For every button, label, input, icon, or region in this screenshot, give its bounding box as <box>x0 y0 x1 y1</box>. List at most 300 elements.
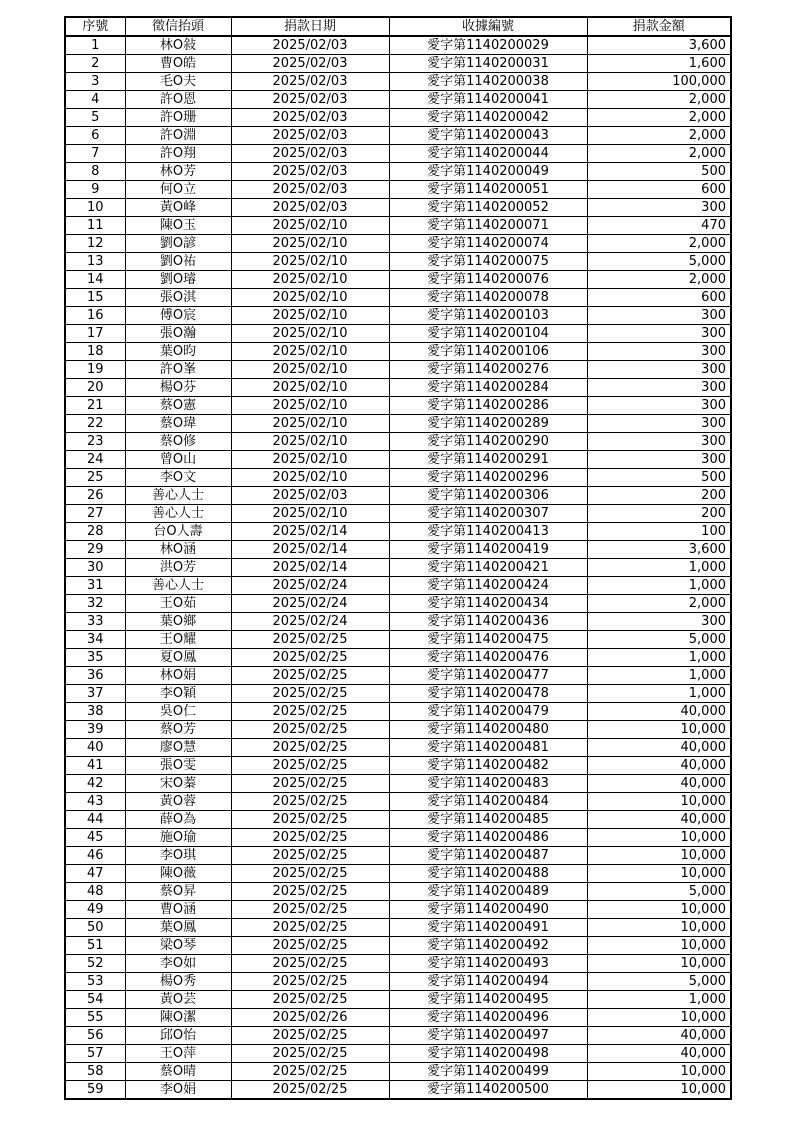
donation-date-cell: 2025/02/10 <box>231 307 389 325</box>
donation-date-cell: 2025/02/10 <box>231 235 389 253</box>
donation-amount-cell: 10,000 <box>587 955 731 973</box>
table-row <box>65 973 731 991</box>
serial-number-cell: 8 <box>65 163 125 181</box>
table-row <box>65 487 731 505</box>
donor-title-cell: 李O琪 <box>125 847 231 865</box>
table-row <box>65 271 731 289</box>
header-donation-date: 捐款日期 <box>231 17 389 36</box>
serial-number-cell: 45 <box>65 829 125 847</box>
table-row <box>65 631 731 649</box>
donation-date-cell: 2025/02/10 <box>231 433 389 451</box>
donor-title-cell: 王O耀 <box>125 631 231 649</box>
receipt-number-cell: 愛字第1140200490 <box>389 901 587 919</box>
donation-amount-cell: 10,000 <box>587 721 731 739</box>
donation-amount-cell: 2,000 <box>587 145 731 163</box>
donation-amount-cell: 1,000 <box>587 667 731 685</box>
donation-date-cell: 2025/02/25 <box>231 847 389 865</box>
receipt-number-cell: 愛字第1140200480 <box>389 721 587 739</box>
donation-amount-cell: 500 <box>587 469 731 487</box>
receipt-number-cell: 愛字第1140200475 <box>389 631 587 649</box>
donor-title-cell: 吳O仁 <box>125 703 231 721</box>
receipt-number-cell: 愛字第1140200500 <box>389 1081 587 1100</box>
donation-amount-cell: 300 <box>587 451 731 469</box>
table-row <box>65 451 731 469</box>
donor-title-cell: 曾O山 <box>125 451 231 469</box>
table-row <box>65 36 731 55</box>
donation-date-cell: 2025/02/25 <box>231 901 389 919</box>
donation-date-cell: 2025/02/25 <box>231 667 389 685</box>
table-row <box>65 991 731 1009</box>
table-row <box>65 739 731 757</box>
donation-amount-cell: 40,000 <box>587 703 731 721</box>
donation-amount-cell: 470 <box>587 217 731 235</box>
donor-title-cell: 毛O夫 <box>125 73 231 91</box>
donor-title-cell: 善心人士 <box>125 487 231 505</box>
table-row <box>65 253 731 271</box>
serial-number-cell: 40 <box>65 739 125 757</box>
serial-number-cell: 46 <box>65 847 125 865</box>
donation-date-cell: 2025/02/03 <box>231 36 389 55</box>
donation-date-cell: 2025/02/10 <box>231 451 389 469</box>
donation-date-cell: 2025/02/10 <box>231 325 389 343</box>
donation-amount-cell: 2,000 <box>587 271 731 289</box>
donor-title-cell: 楊O芬 <box>125 379 231 397</box>
serial-number-cell: 57 <box>65 1045 125 1063</box>
table-row <box>65 1045 731 1063</box>
table-row <box>65 415 731 433</box>
receipt-number-cell: 愛字第1140200488 <box>389 865 587 883</box>
donation-amount-cell: 100 <box>587 523 731 541</box>
serial-number-cell: 39 <box>65 721 125 739</box>
serial-number-cell: 9 <box>65 181 125 199</box>
donation-amount-cell: 3,600 <box>587 541 731 559</box>
serial-number-cell: 47 <box>65 865 125 883</box>
donation-table <box>64 16 732 1100</box>
donation-date-cell: 2025/02/14 <box>231 559 389 577</box>
donor-title-cell: 王O萍 <box>125 1045 231 1063</box>
receipt-number-cell: 愛字第1140200029 <box>389 36 587 55</box>
donation-date-cell: 2025/02/25 <box>231 631 389 649</box>
donation-date-cell: 2025/02/25 <box>231 739 389 757</box>
table-row <box>65 793 731 811</box>
donor-title-cell: 蔡O瑋 <box>125 415 231 433</box>
table-row <box>65 685 731 703</box>
donor-title-cell: 邱O怡 <box>125 1027 231 1045</box>
table-row <box>65 73 731 91</box>
donation-amount-cell: 1,000 <box>587 649 731 667</box>
receipt-number-cell: 愛字第1140200052 <box>389 199 587 217</box>
serial-number-cell: 35 <box>65 649 125 667</box>
donor-title-cell: 蔡O修 <box>125 433 231 451</box>
donation-amount-cell: 300 <box>587 361 731 379</box>
donation-amount-cell: 10,000 <box>587 1081 731 1100</box>
donation-amount-cell: 5,000 <box>587 631 731 649</box>
donor-title-cell: 劉O祐 <box>125 253 231 271</box>
donation-date-cell: 2025/02/24 <box>231 613 389 631</box>
receipt-number-cell: 愛字第1140200498 <box>389 1045 587 1063</box>
receipt-number-cell: 愛字第1140200074 <box>389 235 587 253</box>
table-row <box>65 937 731 955</box>
serial-number-cell: 55 <box>65 1009 125 1027</box>
receipt-number-cell: 愛字第1140200106 <box>389 343 587 361</box>
donor-title-cell: 何O立 <box>125 181 231 199</box>
receipt-number-cell: 愛字第1140200436 <box>389 613 587 631</box>
donation-amount-cell: 300 <box>587 307 731 325</box>
donation-amount-cell: 600 <box>587 289 731 307</box>
donation-date-cell: 2025/02/26 <box>231 1009 389 1027</box>
donation-amount-cell: 1,600 <box>587 55 731 73</box>
donation-date-cell: 2025/02/10 <box>231 505 389 523</box>
donation-amount-cell: 40,000 <box>587 739 731 757</box>
serial-number-cell: 48 <box>65 883 125 901</box>
table-row <box>65 775 731 793</box>
donor-title-cell: 陳O玉 <box>125 217 231 235</box>
table-row <box>65 1081 731 1100</box>
receipt-number-cell: 愛字第1140200075 <box>389 253 587 271</box>
donation-amount-cell: 10,000 <box>587 793 731 811</box>
table-row <box>65 721 731 739</box>
donor-title-cell: 曹O涵 <box>125 901 231 919</box>
receipt-number-cell: 愛字第1140200479 <box>389 703 587 721</box>
donation-amount-cell: 1,000 <box>587 577 731 595</box>
donation-amount-cell: 300 <box>587 199 731 217</box>
serial-number-cell: 6 <box>65 127 125 145</box>
serial-number-cell: 32 <box>65 595 125 613</box>
donation-amount-cell: 2,000 <box>587 595 731 613</box>
serial-number-cell: 15 <box>65 289 125 307</box>
donor-title-cell: 許O珊 <box>125 109 231 127</box>
table-row <box>65 289 731 307</box>
donation-date-cell: 2025/02/24 <box>231 595 389 613</box>
table-row <box>65 577 731 595</box>
receipt-number-cell: 愛字第1140200489 <box>389 883 587 901</box>
serial-number-cell: 12 <box>65 235 125 253</box>
donation-amount-cell: 10,000 <box>587 901 731 919</box>
serial-number-cell: 1 <box>65 36 125 55</box>
serial-number-cell: 29 <box>65 541 125 559</box>
donor-title-cell: 李O如 <box>125 955 231 973</box>
serial-number-cell: 38 <box>65 703 125 721</box>
receipt-number-cell: 愛字第1140200481 <box>389 739 587 757</box>
donation-amount-cell: 300 <box>587 343 731 361</box>
donor-title-cell: 許O峯 <box>125 361 231 379</box>
header-receipt-number: 收據編號 <box>389 17 587 36</box>
donation-date-cell: 2025/02/03 <box>231 163 389 181</box>
receipt-number-cell: 愛字第1140200486 <box>389 829 587 847</box>
table-row <box>65 829 731 847</box>
receipt-number-cell: 愛字第1140200076 <box>389 271 587 289</box>
serial-number-cell: 53 <box>65 973 125 991</box>
donor-title-cell: 蔡O芳 <box>125 721 231 739</box>
donation-date-cell: 2025/02/03 <box>231 487 389 505</box>
header-donation-amount: 捐款金額 <box>587 17 731 36</box>
donation-date-cell: 2025/02/25 <box>231 955 389 973</box>
serial-number-cell: 13 <box>65 253 125 271</box>
donor-title-cell: 蔡O晴 <box>125 1063 231 1081</box>
donor-title-cell: 蔡O昇 <box>125 883 231 901</box>
receipt-number-cell: 愛字第1140200290 <box>389 433 587 451</box>
donation-amount-cell: 5,000 <box>587 253 731 271</box>
serial-number-cell: 19 <box>65 361 125 379</box>
serial-number-cell: 2 <box>65 55 125 73</box>
table-row <box>65 883 731 901</box>
table-row <box>65 595 731 613</box>
serial-number-cell: 11 <box>65 217 125 235</box>
receipt-number-cell: 愛字第1140200042 <box>389 109 587 127</box>
donation-amount-cell: 5,000 <box>587 883 731 901</box>
donation-date-cell: 2025/02/10 <box>231 469 389 487</box>
table-row <box>65 379 731 397</box>
donation-date-cell: 2025/02/25 <box>231 829 389 847</box>
donation-amount-cell: 1,000 <box>587 991 731 1009</box>
donation-date-cell: 2025/02/14 <box>231 523 389 541</box>
receipt-number-cell: 愛字第1140200307 <box>389 505 587 523</box>
donation-date-cell: 2025/02/25 <box>231 919 389 937</box>
receipt-number-cell: 愛字第1140200496 <box>389 1009 587 1027</box>
serial-number-cell: 20 <box>65 379 125 397</box>
donation-date-cell: 2025/02/14 <box>231 541 389 559</box>
donation-amount-cell: 2,000 <box>587 91 731 109</box>
receipt-number-cell: 愛字第1140200477 <box>389 667 587 685</box>
donor-title-cell: 李O文 <box>125 469 231 487</box>
header-serial-number: 序號 <box>65 17 125 36</box>
donor-title-cell: 許O淵 <box>125 127 231 145</box>
donation-amount-cell: 300 <box>587 397 731 415</box>
donation-date-cell: 2025/02/10 <box>231 397 389 415</box>
donor-title-cell: 林O敍 <box>125 36 231 55</box>
donor-title-cell: 許O翔 <box>125 145 231 163</box>
table-row <box>65 145 731 163</box>
donation-amount-cell: 1,000 <box>587 559 731 577</box>
donor-title-cell: 劉O璿 <box>125 271 231 289</box>
donation-amount-cell: 200 <box>587 487 731 505</box>
table-row <box>65 91 731 109</box>
table-row <box>65 217 731 235</box>
receipt-number-cell: 愛字第1140200276 <box>389 361 587 379</box>
donor-title-cell: 張O雯 <box>125 757 231 775</box>
donor-title-cell: 楊O秀 <box>125 973 231 991</box>
receipt-number-cell: 愛字第1140200296 <box>389 469 587 487</box>
receipt-number-cell: 愛字第1140200044 <box>389 145 587 163</box>
donor-title-cell: 蔡O憲 <box>125 397 231 415</box>
donor-title-cell: 李O穎 <box>125 685 231 703</box>
donation-amount-cell: 5,000 <box>587 973 731 991</box>
donation-amount-cell: 300 <box>587 325 731 343</box>
donor-title-cell: 善心人士 <box>125 505 231 523</box>
donation-amount-cell: 10,000 <box>587 937 731 955</box>
donation-amount-cell: 10,000 <box>587 865 731 883</box>
serial-number-cell: 49 <box>65 901 125 919</box>
donation-amount-cell: 40,000 <box>587 811 731 829</box>
serial-number-cell: 14 <box>65 271 125 289</box>
donation-amount-cell: 40,000 <box>587 1045 731 1063</box>
receipt-number-cell: 愛字第1140200485 <box>389 811 587 829</box>
donation-date-cell: 2025/02/10 <box>231 379 389 397</box>
receipt-number-cell: 愛字第1140200487 <box>389 847 587 865</box>
donation-amount-cell: 10,000 <box>587 1063 731 1081</box>
donation-amount-cell: 10,000 <box>587 847 731 865</box>
table-row <box>65 307 731 325</box>
table-row <box>65 955 731 973</box>
serial-number-cell: 16 <box>65 307 125 325</box>
table-row <box>65 181 731 199</box>
donation-date-cell: 2025/02/10 <box>231 361 389 379</box>
serial-number-cell: 52 <box>65 955 125 973</box>
donor-title-cell: 張O瀚 <box>125 325 231 343</box>
donation-amount-cell: 10,000 <box>587 829 731 847</box>
receipt-number-cell: 愛字第1140200071 <box>389 217 587 235</box>
donation-date-cell: 2025/02/25 <box>231 703 389 721</box>
donor-title-cell: 陳O薇 <box>125 865 231 883</box>
donor-title-cell: 黃O芸 <box>125 991 231 1009</box>
serial-number-cell: 21 <box>65 397 125 415</box>
receipt-number-cell: 愛字第1140200051 <box>389 181 587 199</box>
donation-amount-cell: 300 <box>587 415 731 433</box>
table-row <box>65 847 731 865</box>
donation-date-cell: 2025/02/03 <box>231 109 389 127</box>
receipt-number-cell: 愛字第1140200495 <box>389 991 587 1009</box>
table-row <box>65 559 731 577</box>
donor-title-cell: 林O娟 <box>125 667 231 685</box>
serial-number-cell: 4 <box>65 91 125 109</box>
table-row <box>65 163 731 181</box>
table-row <box>65 667 731 685</box>
donation-date-cell: 2025/02/03 <box>231 55 389 73</box>
donation-date-cell: 2025/02/25 <box>231 685 389 703</box>
receipt-number-cell: 愛字第1140200434 <box>389 595 587 613</box>
donor-title-cell: 黃O蓉 <box>125 793 231 811</box>
donation-date-cell: 2025/02/03 <box>231 181 389 199</box>
receipt-number-cell: 愛字第1140200413 <box>389 523 587 541</box>
donation-amount-cell: 10,000 <box>587 919 731 937</box>
table-row <box>65 235 731 253</box>
table-header <box>65 17 731 36</box>
header-donor-title: 徵信抬頭 <box>125 17 231 36</box>
receipt-number-cell: 愛字第1140200043 <box>389 127 587 145</box>
serial-number-cell: 18 <box>65 343 125 361</box>
serial-number-cell: 24 <box>65 451 125 469</box>
receipt-number-cell: 愛字第1140200104 <box>389 325 587 343</box>
receipt-number-cell: 愛字第1140200491 <box>389 919 587 937</box>
table-row <box>65 433 731 451</box>
receipt-number-cell: 愛字第1140200078 <box>389 289 587 307</box>
serial-number-cell: 56 <box>65 1027 125 1045</box>
serial-number-cell: 31 <box>65 577 125 595</box>
receipt-number-cell: 愛字第1140200478 <box>389 685 587 703</box>
donation-date-cell: 2025/02/25 <box>231 1063 389 1081</box>
receipt-number-cell: 愛字第1140200492 <box>389 937 587 955</box>
donation-amount-cell: 40,000 <box>587 775 731 793</box>
donor-title-cell: 梁O琴 <box>125 937 231 955</box>
receipt-number-cell: 愛字第1140200306 <box>389 487 587 505</box>
donation-amount-cell: 40,000 <box>587 1027 731 1045</box>
table-row <box>65 361 731 379</box>
donation-date-cell: 2025/02/25 <box>231 883 389 901</box>
serial-number-cell: 28 <box>65 523 125 541</box>
table-row <box>65 613 731 631</box>
receipt-number-cell: 愛字第1140200421 <box>389 559 587 577</box>
serial-number-cell: 36 <box>65 667 125 685</box>
donation-date-cell: 2025/02/25 <box>231 1081 389 1100</box>
donor-title-cell: 傅O宸 <box>125 307 231 325</box>
donation-date-cell: 2025/02/25 <box>231 973 389 991</box>
serial-number-cell: 30 <box>65 559 125 577</box>
serial-number-cell: 42 <box>65 775 125 793</box>
table-row <box>65 649 731 667</box>
receipt-number-cell: 愛字第1140200424 <box>389 577 587 595</box>
serial-number-cell: 34 <box>65 631 125 649</box>
receipt-number-cell: 愛字第1140200289 <box>389 415 587 433</box>
receipt-number-cell: 愛字第1140200103 <box>389 307 587 325</box>
donation-amount-cell: 300 <box>587 433 731 451</box>
donation-date-cell: 2025/02/03 <box>231 127 389 145</box>
donation-amount-cell: 600 <box>587 181 731 199</box>
donation-date-cell: 2025/02/25 <box>231 991 389 1009</box>
table-row <box>65 109 731 127</box>
serial-number-cell: 41 <box>65 757 125 775</box>
donation-date-cell: 2025/02/10 <box>231 343 389 361</box>
donor-title-cell: 林O涵 <box>125 541 231 559</box>
table-row <box>65 901 731 919</box>
table-row <box>65 1027 731 1045</box>
donation-date-cell: 2025/02/25 <box>231 865 389 883</box>
donation-date-cell: 2025/02/25 <box>231 811 389 829</box>
donation-amount-cell: 2,000 <box>587 235 731 253</box>
table-body <box>65 36 731 1099</box>
donation-date-cell: 2025/02/25 <box>231 1027 389 1045</box>
table-row <box>65 199 731 217</box>
table-row <box>65 343 731 361</box>
serial-number-cell: 43 <box>65 793 125 811</box>
donation-amount-cell: 10,000 <box>587 1009 731 1027</box>
serial-number-cell: 27 <box>65 505 125 523</box>
serial-number-cell: 50 <box>65 919 125 937</box>
donor-title-cell: 黃O峰 <box>125 199 231 217</box>
donation-amount-cell: 200 <box>587 505 731 523</box>
donation-date-cell: 2025/02/03 <box>231 91 389 109</box>
receipt-number-cell: 愛字第1140200031 <box>389 55 587 73</box>
donation-date-cell: 2025/02/10 <box>231 253 389 271</box>
donation-amount-cell: 2,000 <box>587 127 731 145</box>
receipt-number-cell: 愛字第1140200286 <box>389 397 587 415</box>
receipt-number-cell: 愛字第1140200038 <box>389 73 587 91</box>
table-row <box>65 397 731 415</box>
serial-number-cell: 5 <box>65 109 125 127</box>
donor-title-cell: 洪O芳 <box>125 559 231 577</box>
serial-number-cell: 44 <box>65 811 125 829</box>
donation-date-cell: 2025/02/25 <box>231 937 389 955</box>
receipt-number-cell: 愛字第1140200419 <box>389 541 587 559</box>
donor-title-cell: 宋O蓁 <box>125 775 231 793</box>
donation-date-cell: 2025/02/03 <box>231 73 389 91</box>
donor-title-cell: 曹O皓 <box>125 55 231 73</box>
donor-title-cell: 善心人士 <box>125 577 231 595</box>
serial-number-cell: 22 <box>65 415 125 433</box>
donor-title-cell: 葉O昀 <box>125 343 231 361</box>
donation-date-cell: 2025/02/10 <box>231 271 389 289</box>
receipt-number-cell: 愛字第1140200291 <box>389 451 587 469</box>
table-row <box>65 469 731 487</box>
header-row <box>65 17 731 36</box>
receipt-number-cell: 愛字第1140200041 <box>389 91 587 109</box>
receipt-number-cell: 愛字第1140200484 <box>389 793 587 811</box>
donation-date-cell: 2025/02/03 <box>231 199 389 217</box>
table-row <box>65 541 731 559</box>
donation-date-cell: 2025/02/10 <box>231 289 389 307</box>
receipt-number-cell: 愛字第1140200049 <box>389 163 587 181</box>
serial-number-cell: 7 <box>65 145 125 163</box>
donor-title-cell: 施O瑜 <box>125 829 231 847</box>
